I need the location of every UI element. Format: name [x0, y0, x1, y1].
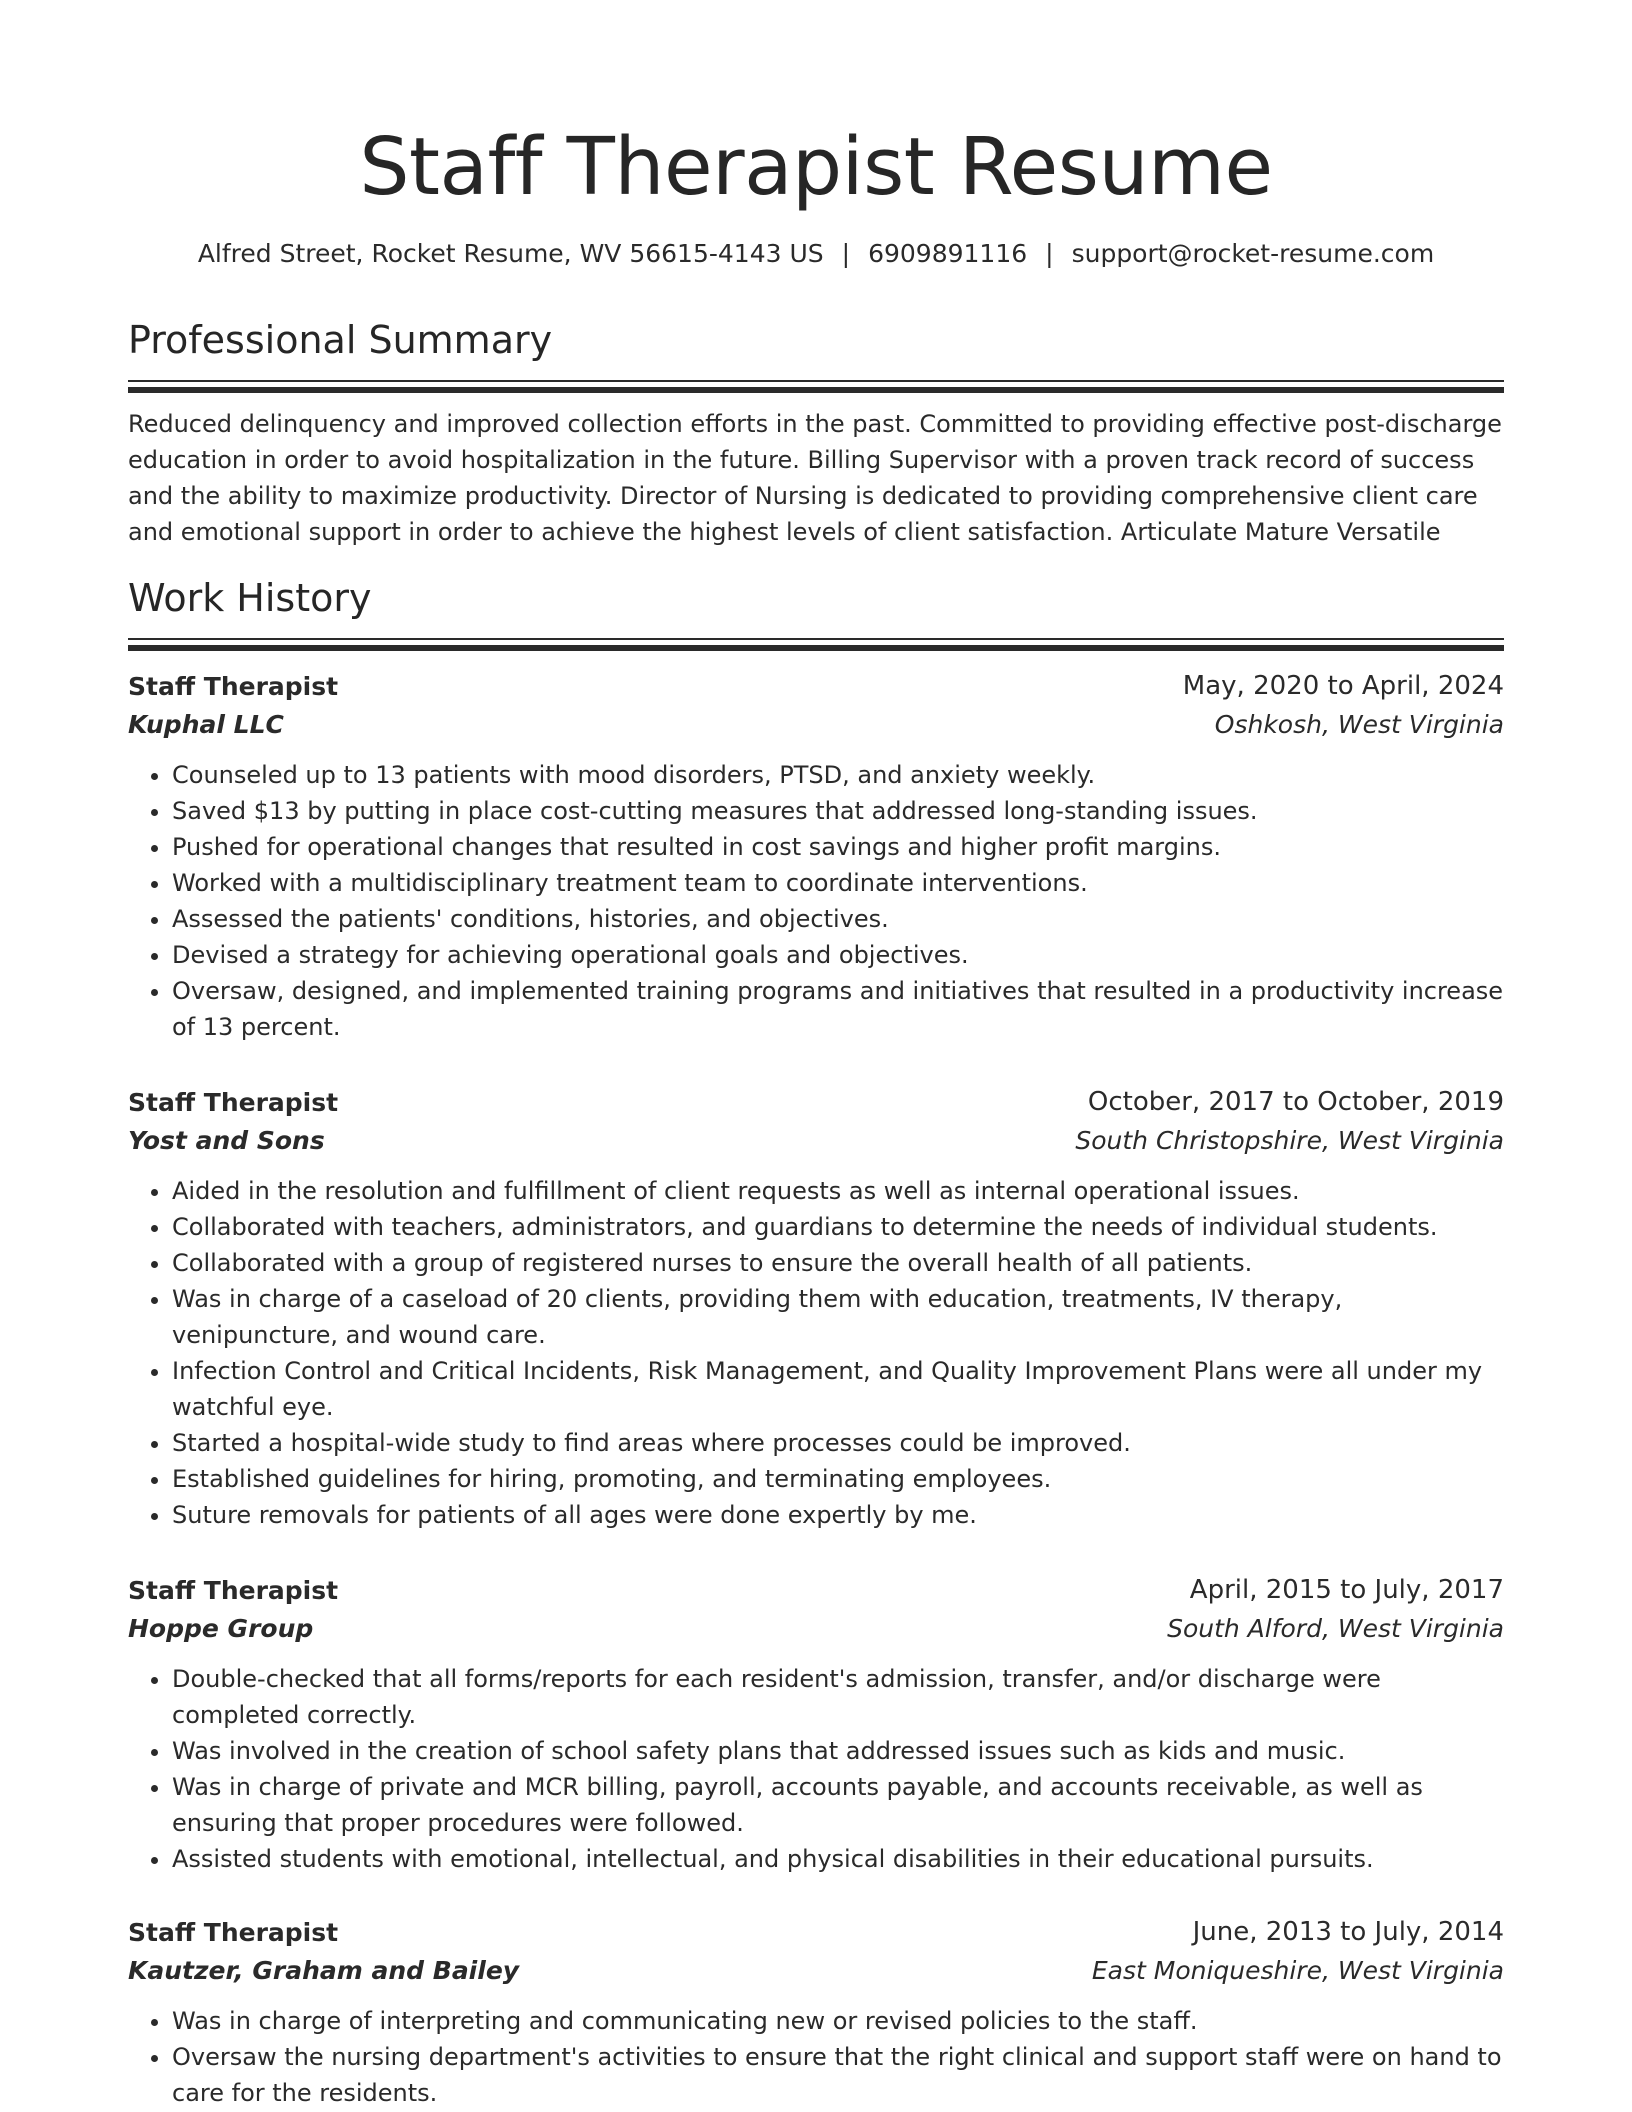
job-company: Hoppe Group	[128, 1613, 314, 1643]
contact-separator: |	[841, 239, 851, 268]
job-bullet-list	[128, 1173, 1504, 1533]
list-item: • Collaborated with teachers, administrators, and guardians to determine the needs of individual students.	[172, 1209, 1504, 1245]
list-item: • Saved $13 by putting in place cost-cutting measures that addressed long-standing issues.	[172, 793, 1504, 829]
job-header-row	[128, 667, 1504, 705]
list-item: • Established guidelines for hiring, promoting, and terminating employees.	[172, 1461, 1504, 1497]
job-header-row	[128, 1083, 1504, 1121]
job-entry	[128, 667, 1504, 1045]
list-item: • Oversaw, designed, and implemented training programs and initiatives that resulted in a productivity increase of 13 percent.	[172, 973, 1504, 1045]
list-item: • Was in charge of interpreting and communicating new or revised policies to the staff.	[172, 2003, 1504, 2039]
contact-address: Alfred Street, Rocket Resume, WV 56615-4143 US	[197, 239, 824, 268]
job-bullet-list	[128, 1661, 1504, 1877]
summary-text: Reduced delinquency and improved collection efforts in the past. Committed to providing effective post-discharge education in order to avoid hospitalization in the future. Billing Supervisor with a proven track record of success and the ability to maximize productivity. Director of Nursing is dedicated to providing comprehensive client care and emotional support in order to achieve the highest levels of client satisfaction. Articulate Mature Versatile	[128, 410, 1502, 546]
list-item: • Aided in the resolution and fulfillment of client requests as well as internal operational issues.	[172, 1173, 1504, 1209]
list-item: • Was in charge of private and MCR billing, payroll, accounts payable, and accounts receivable, as well as ensuring that proper procedures were followed.	[172, 1769, 1504, 1841]
job-company: Kautzer, Graham and Bailey	[128, 1955, 520, 1985]
job-location: East Moniqueshire, West Virginia	[1091, 1955, 1504, 1985]
list-item: • Worked with a multidisciplinary treatment team to coordinate interventions.	[172, 865, 1504, 901]
job-title: Staff Therapist	[128, 1917, 339, 1947]
job-company-row	[128, 1121, 1504, 1159]
job-entry	[128, 1571, 1504, 1877]
job-header-row	[128, 1571, 1504, 1609]
job-bullet-list	[128, 757, 1504, 1045]
list-item: • Suture removals for patients of all ages were done expertly by me.	[172, 1497, 1504, 1533]
summary-heading: Professional Summary	[128, 318, 553, 362]
list-item: • Devised a strategy for achieving operational goals and objectives.	[172, 937, 1504, 973]
job-title: Staff Therapist	[128, 1087, 339, 1117]
job-company: Yost and Sons	[128, 1125, 325, 1155]
contact-line	[128, 236, 1504, 272]
job-entry	[128, 1913, 1504, 2111]
job-company: Kuphal LLC	[128, 709, 284, 739]
resume-title: Staff Therapist Resume	[359, 121, 1273, 213]
section-divider	[128, 380, 1504, 393]
job-dates: May, 2020 to April, 2024	[1182, 671, 1504, 701]
work-heading: Work History	[128, 576, 372, 620]
list-item: • Infection Control and Critical Incidents, Risk Management, and Quality Improvement Plans were all under my watchful eye.	[172, 1353, 1504, 1425]
list-item: • Pushed for operational changes that resulted in cost savings and higher profit margins.	[172, 829, 1504, 865]
job-company-row	[128, 1951, 1504, 1989]
job-title: Staff Therapist	[128, 1575, 339, 1605]
contact-email[interactable]: support@rocket-resume.com	[1071, 239, 1435, 268]
job-bullet-list	[128, 2003, 1504, 2111]
contact-phone[interactable]: 6909891116	[868, 239, 1028, 268]
contact-separator: |	[1045, 239, 1054, 268]
section-divider	[128, 638, 1504, 651]
job-location: South Christopshire, West Virginia	[1075, 1125, 1504, 1155]
list-item: • Assisted students with emotional, intellectual, and physical disabilities in their educational pursuits.	[172, 1841, 1504, 1877]
list-item: • Counseled up to 13 patients with mood disorders, PTSD, and anxiety weekly.	[172, 757, 1504, 793]
job-header-row	[128, 1913, 1504, 1951]
list-item: • Oversaw the nursing department's activities to ensure that the right clinical and support staff were on hand to care for the residents.	[172, 2039, 1504, 2111]
job-dates: April, 2015 to July, 2017	[1189, 1575, 1504, 1605]
job-location: South Alford, West Virginia	[1167, 1613, 1504, 1643]
job-title: Staff Therapist	[128, 671, 339, 701]
list-item: • Was in charge of a caseload of 20 clients, providing them with education, treatments, IV therapy, venipuncture, and wound care.	[172, 1281, 1504, 1353]
summary-section-header	[128, 314, 1504, 393]
list-item: • Double-checked that all forms/reports for each resident's admission, transfer, and/or discharge were completed correctly.	[172, 1661, 1504, 1733]
list-item: • Assessed the patients' conditions, histories, and objectives.	[172, 901, 1504, 937]
work-section-header	[128, 572, 1504, 651]
job-company-row	[128, 705, 1504, 743]
list-item: • Was involved in the creation of school safety plans that addressed issues such as kids and music.	[172, 1733, 1504, 1769]
job-dates: June, 2013 to July, 2014	[1192, 1917, 1504, 1947]
job-location: Oshkosh, West Virginia	[1214, 709, 1504, 739]
job-company-row	[128, 1609, 1504, 1647]
list-item: • Started a hospital-wide study to find areas where processes could be improved.	[172, 1425, 1504, 1461]
list-item: • Collaborated with a group of registered nurses to ensure the overall health of all patients.	[172, 1245, 1504, 1281]
job-dates: October, 2017 to October, 2019	[1087, 1087, 1504, 1117]
job-entry	[128, 1083, 1504, 1533]
